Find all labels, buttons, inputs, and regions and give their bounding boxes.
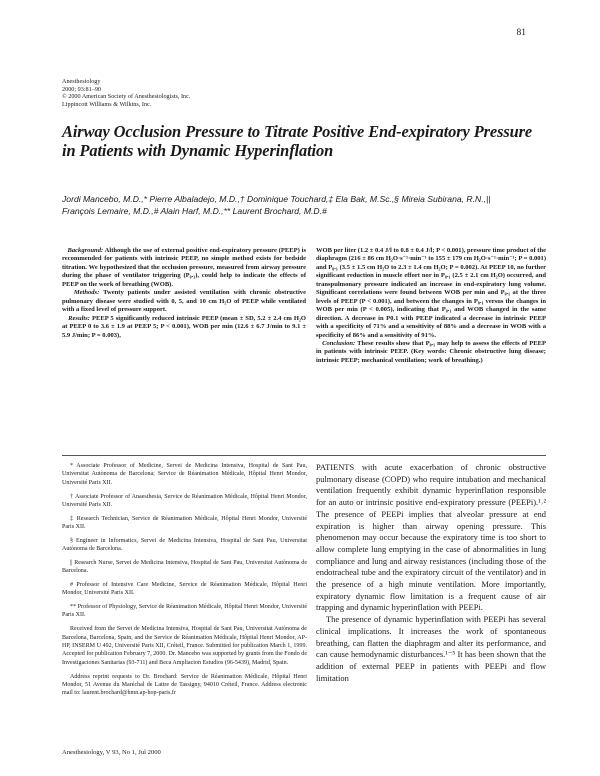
conclusion-text: These results show that P₀.₁ may help to assess the effects of PEEP in patients with intrinsic PEEP. (Key words: Chronic obstructive lung disease; intrinsic PEEP; mechanical ventilation; work of breathing.) <box>316 339 546 364</box>
article-title: Airway Occlusion Pressure to Titrate Positive End-expiratory Pressure in Patients with Dynamic Hyperinflation <box>62 122 533 160</box>
footnote-received: Received from the Servei de Medicina Intensiva, Hospital de Sant Pau, Universitat Autònoma de Barcelona, Barcelona, Spain, and the Service de Réanimation Médicale, Hôpital Henri Mondor, AP-HP, INSERM U 492, Université Paris XII, Créteil, France. Submitted for publication March 1, 1999. Accepted for publication February 7, 2000. Dr. Mancebo was supported by grants from the Fondo de Investigaciones Sanitarias (93-711) and Beca Ampliacion Estudios (96-5439), Madrid, Spain. <box>62 626 307 666</box>
journal-info <box>62 78 362 108</box>
journal-citation: 2000; 93:81–90 <box>62 85 102 93</box>
abstract-methods <box>62 289 306 314</box>
abstract-results <box>62 315 306 340</box>
running-footer: Anesthesiology, V 93, No 1, Jul 2000 <box>62 749 161 756</box>
methods-text: Twenty patients under assisted ventilation with chronic obstructive pulmonary disease were studied with 0, 5, and 10 cm H₂O of PEEP while ventilated with a fixed level of pressure support. <box>62 289 306 314</box>
footnotes <box>62 462 307 703</box>
footnote: † Associate Professor of Anaesthesia, Service de Réanimation Médicale, Hôpital Henri Mondor, Université Paris XII. <box>62 493 307 508</box>
abstract-conclusion <box>316 340 546 365</box>
body-paragraph: PATIENTS with acute exacerbation of chronic obstructive pulmonary disease (COPD) who require intubation and mechanical ventilation frequently exhibit dynamic hyperinflation responsible for an auto or intrinsic positive end-expiratory pressure (PEEPi).¹˒² The presence of PEEPi implies that alveolar pressure at end expiration is higher than airway opening pressure. This phenomenon may occur because the expiratory time is too short to allow complete lung emptying in the case of abnormalities in lung compliance and lung and airway resistances (including those of the endotracheal tube and the expiratory circuit of the ventilator) and in the presence of a high minute ventilation. More importantly, expiratory dynamic flow limitation is a frequent cause of air trapping and dynamic hyperinflation with PEEPi. <box>316 462 546 613</box>
footnote: # Professor of Intensive Care Medicine, Service de Réanimation Médicale, Hôpital Henri Mondor, Université Paris XII. <box>62 581 307 597</box>
abstract-left-column <box>62 247 306 340</box>
author-list <box>62 194 532 217</box>
journal-name: Anesthesiology <box>62 78 101 85</box>
results-text: PEEP 5 significantly reduced intrinsic PEEP (mean ± SD, 5.2 ± 2.4 cm H₂O at PEEP 0 to 3.6 ± 1.9 at PEEP 5; P < 0.001), WOB per min (12.6 ± 6.7 J/min to 9.1 ± 5.9 J/min; P = 0.003), <box>62 314 306 339</box>
journal-publisher: Lippincott Williams & Wilkins, Inc. <box>62 100 152 108</box>
page-number: 81 <box>516 28 526 38</box>
body-paragraph: The presence of dynamic hyperinflation with PEEPi has several clinical implications. It increases the work of spontaneous breathing, can flatten the diaphragm and alter its performance, and can cause hemodynamic disturbances.¹⁻⁵ It has been shown that the addition of external PEEP in patients with PEEPi and flow limitation <box>316 614 546 683</box>
footnote: ** Professor of Physiology, Service de Réanimation Médicale, Hôpital Henri Mondor, Université Paris XII. <box>62 604 307 619</box>
methods-label: Methods: <box>73 289 100 297</box>
main-body-text <box>316 462 546 684</box>
footnote-address: Address reprint requests to Dr. Brochard: Service de Réanimation Médicale, Hôpital Henri Mondor, 51 Avenue du Maréchal de Lattre de Tassigny, 94010 Créteil, France. Address electronic mail to: laurent.brochard@hmn.ap-hop-paris.fr <box>62 673 307 697</box>
footnote: ‡ Research Technician, Service de Réanimation Médicale, Hôpital Henri Mondor, Université Paris XII. <box>62 515 307 531</box>
abstract-background <box>62 247 306 289</box>
footnote: || Research Nurse, Servei de Medicina Intensiva, Hospital de Sant Pau, Universitat Autònoma de Barcelona. <box>62 559 307 575</box>
section-divider <box>62 455 546 456</box>
conclusion-label: Conclusion: <box>322 339 356 347</box>
abstract-results-continued: WOB per liter (1.2 ± 0.4 J/l to 0.8 ± 0.4 J/l; P < 0.001), pressure time product of the diaphragm (216 ± 86 cm H₂O·s⁻¹·min⁻¹ to 155 ± 179 cm H₂O·s⁻¹·min⁻¹; P = 0.001) and P₀.₁ (3.5 ± 1.5 cm H₂O to 2.3 ± 1.4 cm H₂O; P = 0.002). At PEEP 10, no further significant reduction in muscle effort nor in P₀.₁ (2.5 ± 2.1 cm H₂O) occurred, and transpulmonary pressure indicated an increase in end-expiratory lung volume. Significant correlations were found between WOB per min and P₀.₁ at the three levels of PEEP (P < 0.001), and between the changes in P₀.₁ versus the changes in WOB per min (P < 0.005), indicating that P₀.₁ and WOB changed in the same direction. A decrease in P0.1 with PEEP indicated a decrease in intrinsic PEEP with a specificity of 71% and a sensitivity of 88% and a decrease in WOB with a specificity of 86% and a sensitivity of 91%. <box>316 247 546 339</box>
abstract-right-column <box>316 247 546 365</box>
background-label: Background: <box>67 247 104 254</box>
authors-line: Jordi Mancebo, M.D.,* Pierre Albaladejo, M.D.,† Dominique Touchard,‡ Ela Bak, M.Sc.,§ Mireia Subirana, R.N.,|| <box>62 194 491 204</box>
authors-line: François Lemaire, M.D.,# Alain Harf, M.D.,** Laurent Brochard, M.D.# <box>62 205 327 216</box>
background-text: Although the use of external positive end-expiratory pressure (PEEP) is recommended for patients with intrinsic PEEP, no simple method exists for bedside titration. We hypothesized that the occlusion pressure, measured from airway pressure during the phase of ventilator triggering (P₀.₁), could help to indicate the effects of PEEP on the work of breathing (WOB). <box>62 247 306 288</box>
journal-copyright: © 2000 American Society of Anesthesiologists, Inc. <box>62 93 191 101</box>
results-label: Results: <box>68 314 90 322</box>
footnote: § Engineer in Informatics, Servei de Medicina Intensiva, Hospital de Sant Pau, Universitat Autònoma de Barcelona. <box>62 537 307 553</box>
footnote: * Associate Professor of Medicine, Servei de Medicina Intensiva, Hospital de Sant Pau, Universitat Autònoma de Barcelona; Service de Réanimation Médicale, Hôpital Henri Mondor, Université Paris XII. <box>62 463 307 486</box>
